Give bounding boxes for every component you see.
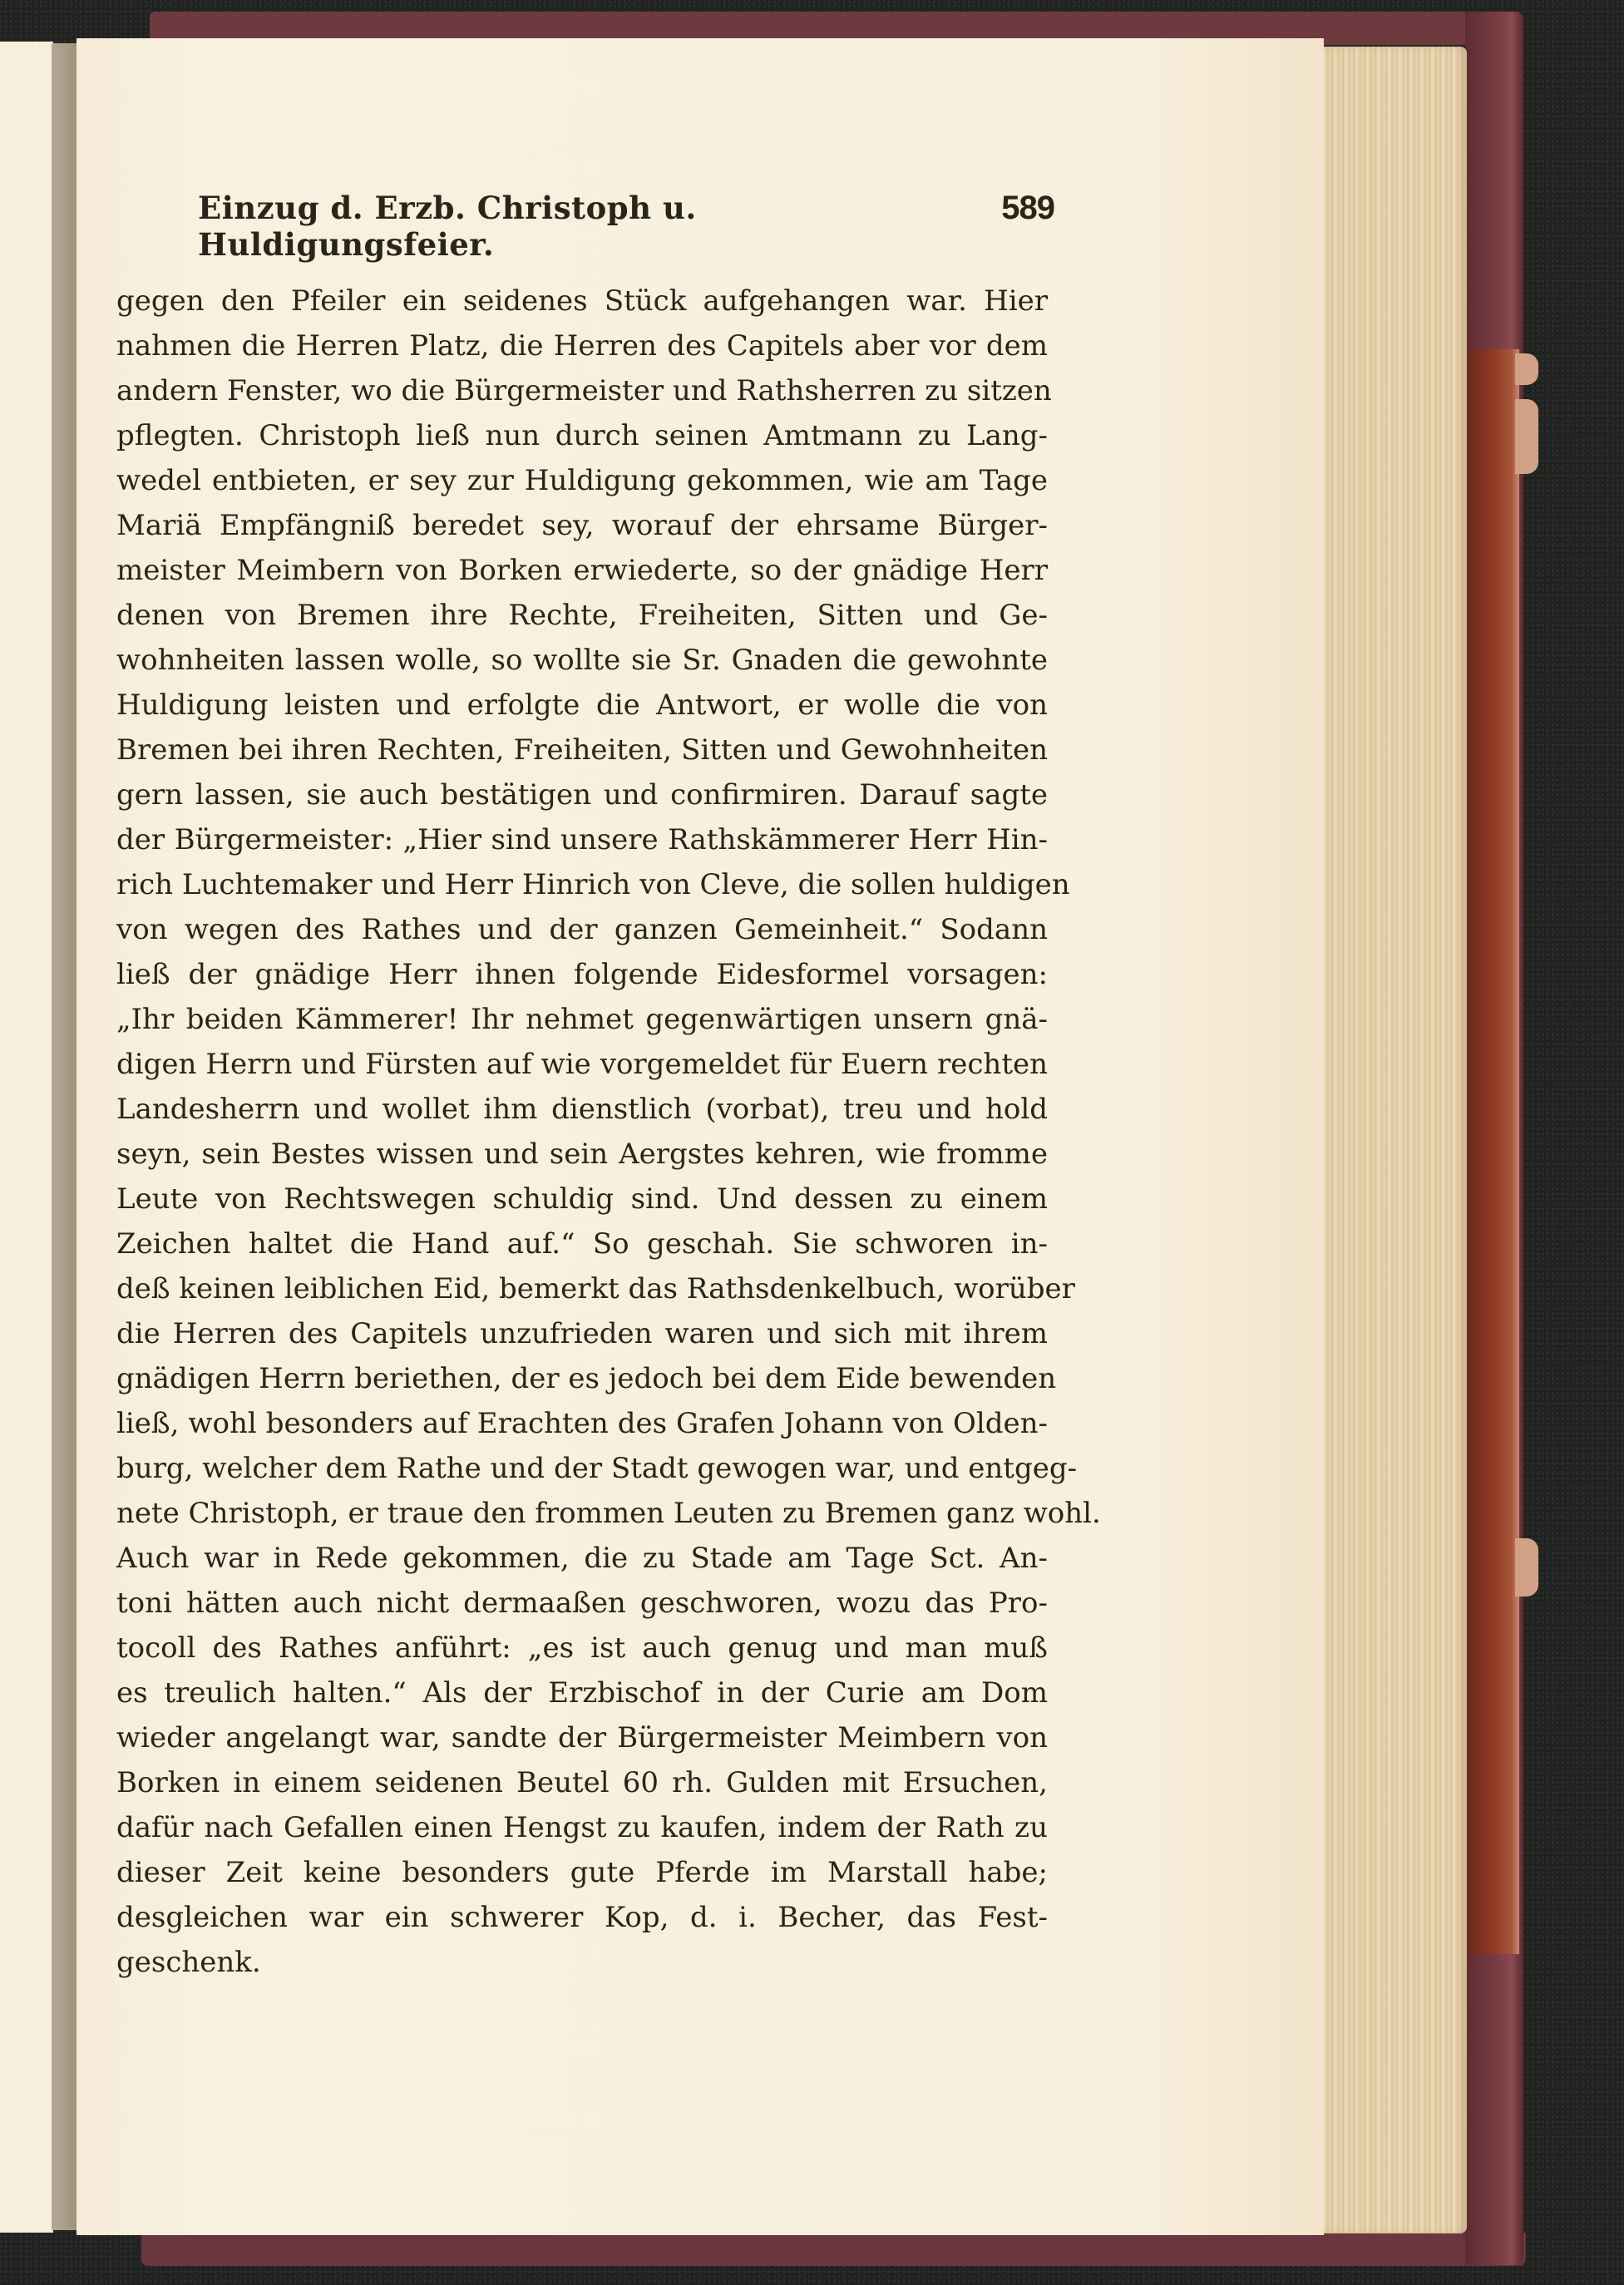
text-line: Huldigung leisten und erfolgte die Antwort, er wolle die von [116,688,1048,722]
text-line: ließ der gnädige Herr ihnen folgende Eidesformel vorsagen: [116,958,1048,991]
text-line: ließ, wohl besonders auf Erachten des Grafen Johann von Olden- [116,1407,1048,1440]
text-line: gegen den Pfeiler ein seidenes Stück aufgehangen war. Hier [116,284,1048,318]
text-line: digen Herrn und Fürsten auf wie vorgemeldet für Euern rechten [116,1048,1048,1081]
facing-page-edge [0,42,53,2233]
text-line: seyn, sein Bestes wissen und sein Aergstes kehren, wie fromme [116,1138,1048,1171]
running-head [198,190,1054,263]
book-cover-bottom-edge [141,2233,1526,2266]
text-line: andern Fenster, wo die Bürgermeister und Rathsherren zu sitzen [116,374,1052,407]
text-line: wohnheiten lassen wolle, so wollte sie Sr. Gnaden die gewohnte [116,644,1048,677]
body-text [116,279,1101,1985]
book-gutter [52,43,77,2230]
text-line: toni hätten auch nicht dermaaßen geschworen, wozu das Pro- [116,1587,1048,1620]
text-line: Zeichen haltet die Hand auf.“ So geschah. Sie schworen in- [116,1227,1048,1261]
text-line: pflegten. Christoph ließ nun durch seinen Amtmann zu Lang- [116,419,1048,452]
text-line: tocoll des Rathes anführt: „es ist auch genug und man muß [116,1631,1048,1665]
worn-leather-patch [1468,349,1519,1954]
text-line: geschenk. [116,1946,261,1979]
text-line: die Herren des Capitels unzufrieden waren und sich mit ihrem [116,1317,1048,1350]
page-block-edges [1324,47,1467,2233]
text-line: Landesherrn und wollet ihm dienstlich (vorbat), treu und hold [116,1093,1048,1126]
text-line: dieser Zeit keine besonders gute Pferde im Marstall habe; [116,1856,1048,1889]
text-line: der Bürgermeister: „Hier sind unsere Rathskämmerer Herr Hin- [116,823,1048,856]
text-line: von wegen des Rathes und der ganzen Gemeinheit.“ Sodann [116,913,1048,946]
text-line: wedel entbieten, er sey zur Huldigung gekommen, wie am Tage [116,464,1048,497]
text-line: denen von Bremen ihre Rechte, Freiheiten, Sitten und Ge- [116,599,1048,632]
leather-tab-fragment [1515,399,1538,474]
text-line: wieder angelangt war, sandte der Bürgermeister Meimbern von [116,1721,1048,1754]
page-number: 589 [1001,190,1054,226]
text-line: Mariä Empfängniß beredet sey, worauf der ehrsame Bürger- [116,509,1048,542]
leather-tab-fragment [1515,1538,1538,1597]
text-line: gnädigen Herrn beriethen, der es jedoch bei dem Eide bewenden [116,1362,1057,1395]
text-line: Auch war in Rede gekommen, die zu Stade am Tage Sct. An- [116,1542,1048,1575]
leather-tab-fragment [1515,353,1538,385]
running-title: Einzug d. Erzb. Christoph u. Huldigungsfeier. [198,190,697,263]
text-line: meister Meimbern von Borken erwiederte, so der gnädige Herr [116,554,1048,587]
text-line: dafür nach Gefallen einen Hengst zu kaufen, indem der Rath zu [116,1811,1048,1844]
text-line: Borken in einem seidenen Beutel 60 rh. Gulden mit Ersuchen, [116,1766,1048,1799]
text-line: nahmen die Herren Platz, die Herren des Capitels aber vor dem [116,329,1048,363]
text-line: deß keinen leiblichen Eid, bemerkt das Rathsdenkelbuch, worüber [116,1272,1075,1305]
text-line: gern lassen, sie auch bestätigen und confirmiren. Darauf sagte [116,778,1048,812]
text-line: rich Luchtemaker und Herr Hinrich von Cleve, die sollen huldigen [116,868,1070,901]
text-line: Leute von Rechtswegen schuldig sind. Und dessen zu einem [116,1182,1048,1216]
text-line: Bremen bei ihren Rechten, Freiheiten, Sitten und Gewohnheiten [116,733,1048,767]
text-line: „Ihr beiden Kämmerer! Ihr nehmet gegenwärtigen unsern gnä- [116,1003,1048,1036]
text-line: es treulich halten.“ Als der Erzbischof in der Curie am Dom [116,1676,1048,1710]
text-line: burg, welcher dem Rathe und der Stadt gewogen war, und entgeg- [116,1452,1078,1485]
text-line: desgleichen war ein schwerer Kop, d. i. Becher, das Fest- [116,1901,1048,1934]
text-line: nete Christoph, er traue den frommen Leuten zu Bremen ganz wohl. [116,1497,1101,1530]
